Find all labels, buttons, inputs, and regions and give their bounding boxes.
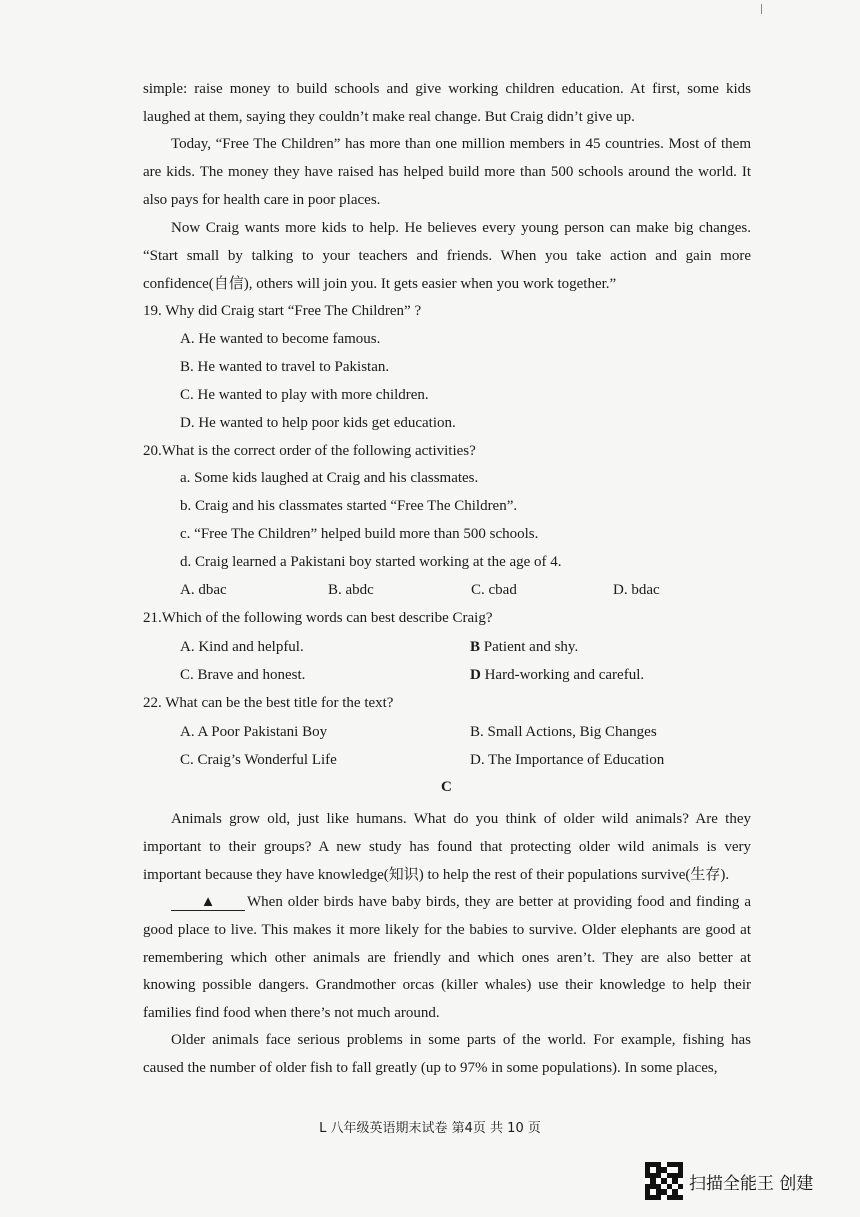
scanner-watermark <box>645 1161 813 1201</box>
question-20-option-b[interactable]: B. abdc <box>328 582 374 598</box>
question-21-option-b[interactable] <box>470 638 578 656</box>
question-21-option-c[interactable]: C. Brave and honest. <box>180 667 306 683</box>
question-21-option-d-letter: D <box>470 667 481 683</box>
qr-code-icon <box>645 1162 683 1200</box>
question-20-stem: 20.What is the correct order of the following activities? <box>143 443 476 459</box>
passage-b-paragraph-1: simple: raise money to build schools and give working children education. At first, some kids laughed at them, saying they couldn’t make real change. But Craig didn’t give up. <box>143 81 751 125</box>
question-21-option-b-letter: B <box>470 639 481 655</box>
question-22-stem: 22. What can be the best title for the text? <box>143 695 394 711</box>
passage-c-paragraph-2 <box>143 889 751 1028</box>
passage-b-paragraph-3: Now Craig wants more kids to help. He believes every young person can make big changes. “Start small by talking to your teachers and friends. When you take action and gain more confidence(自信), others will join you. It gets easier when you work together.” <box>143 220 751 292</box>
question-21-stem: 21.Which of the following words can best describe Craig? <box>143 610 493 626</box>
question-20-option-a[interactable]: A. dbac <box>180 582 227 598</box>
passage-c-paragraph-3: Older animals face serious problems in some parts of the world. For example, fishing has caused the number of older fish to fall greatly (up to 97% in some populations). In some places, <box>143 1032 751 1076</box>
question-19-option-b[interactable]: B. He wanted to travel to Pakistan. <box>180 359 390 375</box>
question-21-option-d-text: Hard-working and careful. <box>484 667 645 683</box>
passage-b-paragraph-2: Today, “Free The Children” has more than one million members in 45 countries. Most of them are kids. The money they have raised has helped build more than 500 schools around the world. It also pays for health care in poor places. <box>143 136 751 208</box>
question-20-item-b: b. Craig and his classmates started “Free The Children”. <box>180 498 518 514</box>
question-21-option-a[interactable]: A. Kind and helpful. <box>180 639 304 655</box>
question-22-option-a[interactable]: A. A Poor Pakistani Boy <box>180 724 328 740</box>
scanner-watermark-text: 扫描全能王 创建 <box>689 1173 814 1194</box>
margin-mark <box>761 4 762 14</box>
page-footer: L 八年级英语期末试卷 第4页 共 10 页 <box>319 1121 541 1136</box>
question-22-option-b[interactable]: B. Small Actions, Big Changes <box>470 724 657 740</box>
answer-blank[interactable]: ▲ <box>171 894 245 911</box>
question-19-option-a[interactable]: A. He wanted to become famous. <box>180 331 381 347</box>
question-22-option-c[interactable]: C. Craig’s Wonderful Life <box>180 752 337 768</box>
passage-c-paragraph-1: Animals grow old, just like humans. What do you think of older wild animals? Are they important to their groups? A new study has found that protecting older wild animals is very important because they have knowledge(知识) to help the rest of their populations survive(生存). <box>143 811 751 883</box>
question-20-option-c[interactable]: C. cbad <box>471 582 517 598</box>
question-19-option-d[interactable]: D. He wanted to help poor kids get education. <box>180 415 456 431</box>
question-19-stem: 19. Why did Craig start “Free The Children” ? <box>143 303 422 319</box>
question-19-option-c[interactable]: C. He wanted to play with more children. <box>180 387 429 403</box>
question-21-option-d[interactable] <box>470 666 644 684</box>
question-20-item-a: a. Some kids laughed at Craig and his classmates. <box>180 470 479 486</box>
question-22-option-d[interactable]: D. The Importance of Education <box>470 752 665 768</box>
question-20-item-d: d. Craig learned a Pakistani boy started working at the age of 4. <box>180 554 562 570</box>
passage-c-paragraph-2-text: When older birds have baby birds, they are better at providing food and finding a good place to live. This makes it more likely for the babies to survive. Older elephants are good at remembering which other animals are friendly and which ones aren’t. They are also better at knowing possible dangers. Grandmother orcas (killer whales) use their knowledge to help their families find food when there’s not much around. <box>143 894 751 1022</box>
question-20-option-d[interactable]: D. bdac <box>613 582 660 598</box>
question-20-item-c: c. “Free The Children” helped build more than 500 schools. <box>180 526 539 542</box>
section-c-heading: C <box>441 779 452 795</box>
question-21-option-b-text: Patient and shy. <box>483 639 579 655</box>
